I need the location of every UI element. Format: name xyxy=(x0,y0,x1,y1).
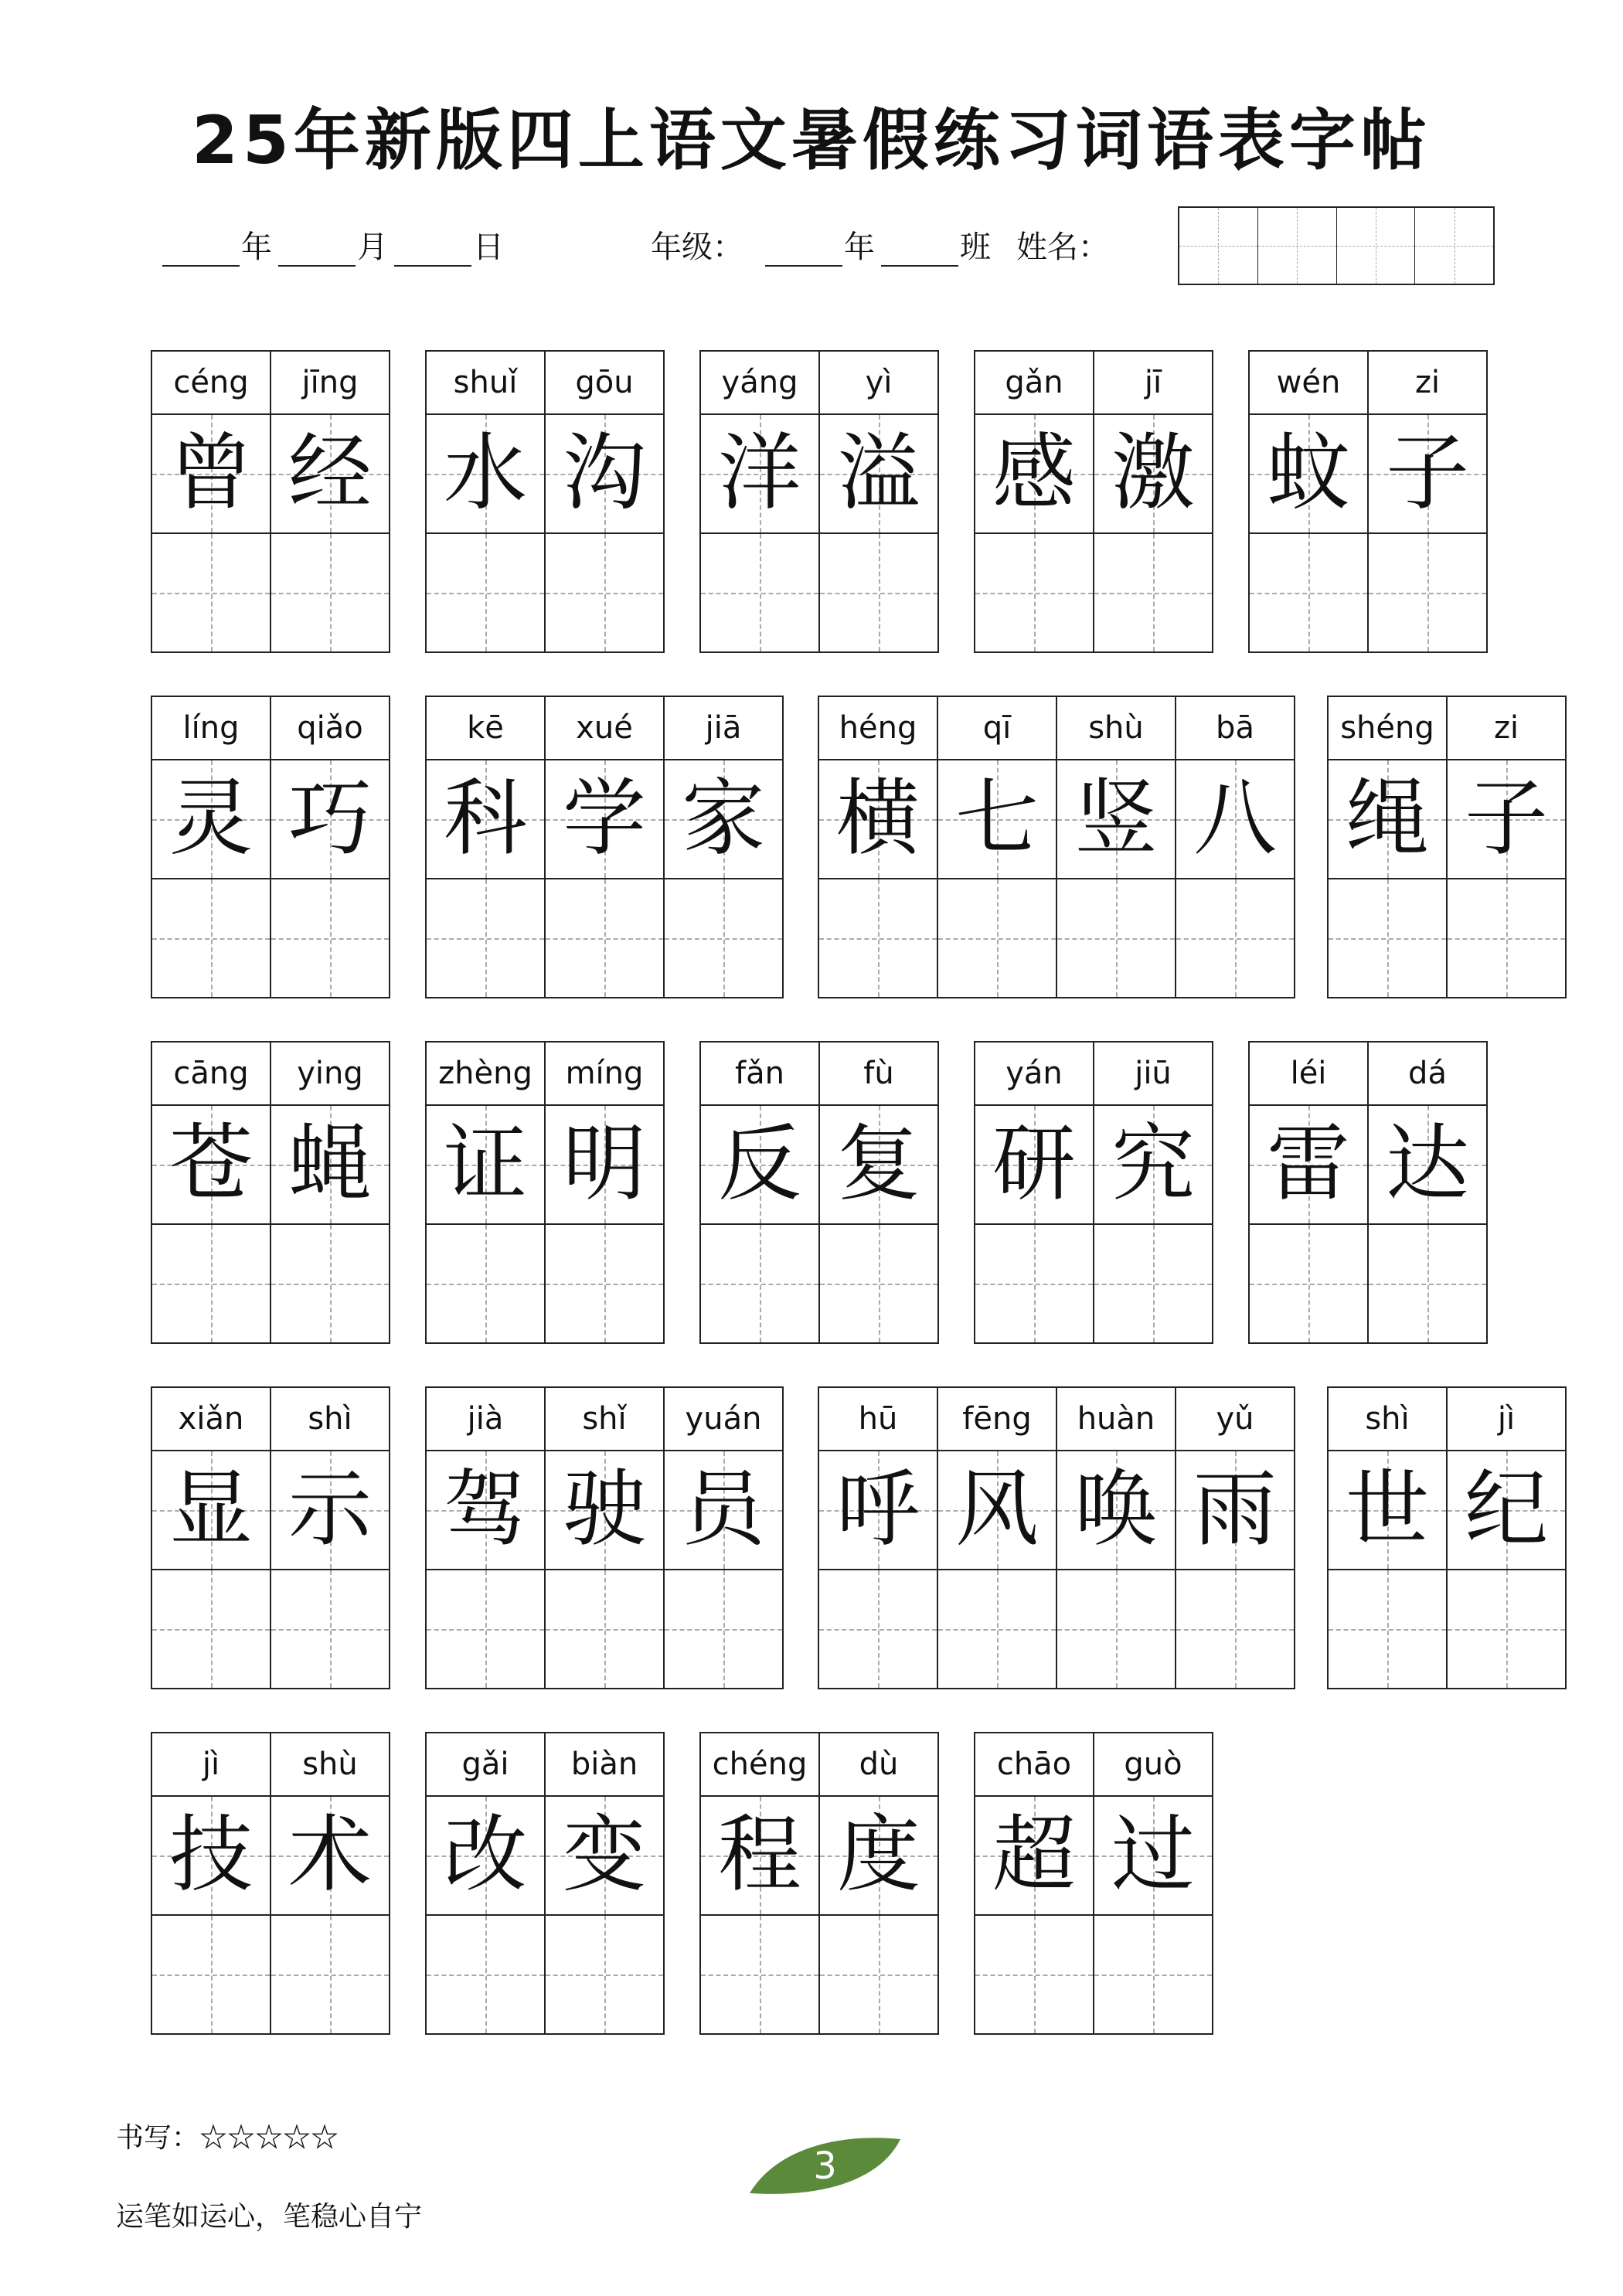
practice-cell[interactable] xyxy=(152,534,270,651)
char-column xyxy=(544,1388,663,1688)
pinyin-label: jì xyxy=(152,1733,270,1797)
model-character: 七 xyxy=(954,770,1039,867)
year-blank[interactable] xyxy=(162,265,240,267)
word-group xyxy=(425,1732,665,2035)
model-char-cell xyxy=(1094,415,1212,534)
char-column xyxy=(975,352,1093,651)
practice-cell[interactable] xyxy=(701,1225,818,1342)
writing-rating: 书写：☆☆☆☆☆ xyxy=(116,2122,339,2154)
model-char-cell xyxy=(1250,415,1367,534)
pinyin-label: fǎn xyxy=(701,1043,818,1106)
char-column xyxy=(544,352,663,651)
model-char-cell xyxy=(152,760,270,879)
char-column xyxy=(427,1043,544,1342)
pinyin-label: hū xyxy=(819,1388,937,1451)
model-character: 蚊 xyxy=(1266,425,1350,522)
char-column xyxy=(1446,1388,1565,1688)
word-group xyxy=(974,1041,1213,1344)
char-column xyxy=(1093,1043,1212,1342)
pinyin-label: céng xyxy=(152,352,270,415)
char-column xyxy=(663,697,782,997)
model-char-cell xyxy=(271,1797,389,1916)
model-character: 家 xyxy=(681,770,765,867)
char-column xyxy=(818,1733,937,2033)
model-char-cell xyxy=(1094,1106,1212,1225)
word-group xyxy=(151,350,390,653)
model-character: 驶 xyxy=(562,1461,646,1558)
char-column xyxy=(270,352,389,651)
char-column xyxy=(819,1388,937,1688)
pinyin-label: bā xyxy=(1176,697,1294,760)
pinyin-label: shì xyxy=(271,1388,389,1451)
model-char-cell xyxy=(1329,1451,1446,1570)
char-column xyxy=(427,1733,544,2033)
char-column xyxy=(152,1388,270,1688)
model-character: 溢 xyxy=(836,425,920,522)
model-char-cell xyxy=(938,760,1056,879)
model-char-cell xyxy=(427,1451,544,1570)
practice-cell[interactable] xyxy=(1250,1225,1367,1342)
model-char-cell xyxy=(938,1451,1056,1570)
model-char-cell xyxy=(1094,1797,1212,1916)
model-char-cell xyxy=(152,1451,270,1570)
model-character: 绳 xyxy=(1345,770,1429,867)
class-suffix: 班 xyxy=(960,230,991,265)
model-character: 达 xyxy=(1385,1116,1469,1213)
pinyin-label: míng xyxy=(546,1043,663,1106)
practice-cell[interactable] xyxy=(975,534,1093,651)
model-char-cell xyxy=(1057,1451,1175,1570)
pinyin-label: dá xyxy=(1369,1043,1486,1106)
practice-cell[interactable] xyxy=(1369,534,1486,651)
char-column xyxy=(1250,1043,1367,1342)
model-char-cell xyxy=(1448,1451,1565,1570)
pinyin-label: shéng xyxy=(1329,697,1446,760)
char-column xyxy=(819,697,937,997)
model-character: 明 xyxy=(562,1116,646,1213)
pinyin-label: shì xyxy=(1329,1388,1446,1451)
practice-cell[interactable] xyxy=(427,1225,544,1342)
model-character: 究 xyxy=(1111,1116,1195,1213)
practice-cell[interactable] xyxy=(1329,879,1446,997)
model-char-cell xyxy=(1176,1451,1294,1570)
practice-cell[interactable] xyxy=(546,1916,663,2033)
pinyin-label: xué xyxy=(546,697,663,760)
model-character: 苍 xyxy=(168,1116,253,1213)
word-group xyxy=(974,350,1213,653)
practice-cell[interactable] xyxy=(1094,1916,1212,2033)
model-character: 技 xyxy=(168,1807,253,1903)
model-character: 复 xyxy=(836,1116,920,1213)
grade-blank[interactable] xyxy=(765,265,842,267)
grade-suffix: 年 xyxy=(844,230,875,265)
char-column xyxy=(1367,352,1486,651)
practice-cell[interactable] xyxy=(701,1916,818,2033)
word-group xyxy=(1327,1386,1567,1689)
practice-cell[interactable] xyxy=(152,1225,270,1342)
model-character: 子 xyxy=(1464,770,1548,867)
model-char-cell xyxy=(427,415,544,534)
pinyin-label: yuán xyxy=(665,1388,782,1451)
pinyin-label: gǎn xyxy=(975,352,1093,415)
model-char-cell xyxy=(820,1797,937,1916)
practice-cell[interactable] xyxy=(820,1916,937,2033)
pinyin-label: ying xyxy=(271,1043,389,1106)
pinyin-label: qiǎo xyxy=(271,697,389,760)
model-character: 度 xyxy=(836,1807,920,1903)
pinyin-label: fēng xyxy=(938,1388,1056,1451)
model-character: 巧 xyxy=(288,770,372,867)
model-character: 证 xyxy=(443,1116,527,1213)
pinyin-label: jīng xyxy=(271,352,389,415)
name-label: 姓名： xyxy=(1016,230,1109,265)
pinyin-label: gǎi xyxy=(427,1733,544,1797)
practice-cell[interactable] xyxy=(427,534,544,651)
pinyin-label: shǐ xyxy=(546,1388,663,1451)
practice-cell[interactable] xyxy=(1369,1225,1486,1342)
model-char-cell xyxy=(1176,760,1294,879)
char-column xyxy=(701,1043,818,1342)
name-cell[interactable] xyxy=(1336,208,1415,284)
practice-cell[interactable] xyxy=(271,1570,389,1688)
month-blank[interactable] xyxy=(278,265,356,267)
practice-cell[interactable] xyxy=(546,879,663,997)
pinyin-label: kē xyxy=(427,697,544,760)
word-group xyxy=(425,696,784,998)
model-char-cell xyxy=(1057,760,1175,879)
page-title: 25年新版四上语文暑假练习词语表字帖 xyxy=(192,102,1431,179)
pinyin-label: biàn xyxy=(546,1733,663,1797)
char-column xyxy=(1250,352,1367,651)
practice-cell[interactable] xyxy=(1329,1570,1446,1688)
char-column xyxy=(544,1043,663,1342)
word-group xyxy=(699,1041,939,1344)
model-character: 示 xyxy=(288,1461,372,1558)
char-column xyxy=(818,1043,937,1342)
word-group xyxy=(151,1041,390,1344)
practice-cell[interactable] xyxy=(427,1570,544,1688)
model-char-cell xyxy=(271,1451,389,1570)
model-character: 科 xyxy=(443,770,527,867)
char-column xyxy=(1367,1043,1486,1342)
model-character: 改 xyxy=(443,1807,527,1903)
char-column xyxy=(701,352,818,651)
model-char-cell xyxy=(152,1797,270,1916)
model-char-cell xyxy=(975,1106,1093,1225)
char-column xyxy=(1093,352,1212,651)
page-number: 3 xyxy=(813,2144,837,2188)
practice-cell[interactable] xyxy=(152,879,270,997)
char-column xyxy=(152,1043,270,1342)
model-char-cell xyxy=(546,415,663,534)
pinyin-label: zi xyxy=(1448,697,1565,760)
model-character: 激 xyxy=(1111,425,1195,522)
practice-cell[interactable] xyxy=(938,1570,1056,1688)
pinyin-label: chéng xyxy=(701,1733,818,1797)
practice-cell[interactable] xyxy=(820,1225,937,1342)
model-character: 变 xyxy=(562,1807,646,1903)
pinyin-label: fù xyxy=(820,1043,937,1106)
pinyin-label: yán xyxy=(975,1043,1093,1106)
pinyin-label: xiǎn xyxy=(152,1388,270,1451)
pinyin-label: guò xyxy=(1094,1733,1212,1797)
model-character: 程 xyxy=(717,1807,801,1903)
model-character: 显 xyxy=(168,1461,253,1558)
model-character: 曾 xyxy=(168,425,253,522)
model-char-cell xyxy=(546,1797,663,1916)
model-char-cell xyxy=(271,1106,389,1225)
model-character: 水 xyxy=(443,425,527,522)
practice-cell[interactable] xyxy=(271,879,389,997)
pinyin-label: huàn xyxy=(1057,1388,1175,1451)
practice-cell[interactable] xyxy=(546,534,663,651)
model-character: 驾 xyxy=(443,1461,527,1558)
char-column xyxy=(427,352,544,651)
model-character: 沟 xyxy=(562,425,646,522)
pinyin-label: jī xyxy=(1094,352,1212,415)
model-char-cell xyxy=(1329,760,1446,879)
model-char-cell xyxy=(427,1797,544,1916)
pinyin-label: yì xyxy=(820,352,937,415)
char-column xyxy=(544,697,663,997)
practice-cell[interactable] xyxy=(152,1916,270,2033)
model-character: 员 xyxy=(681,1461,765,1558)
pinyin-label: chāo xyxy=(975,1733,1093,1797)
practice-cell[interactable] xyxy=(1094,534,1212,651)
model-char-cell xyxy=(701,415,818,534)
model-character: 横 xyxy=(835,770,920,867)
char-column xyxy=(270,1733,389,2033)
char-column xyxy=(663,1388,782,1688)
model-char-cell xyxy=(427,1106,544,1225)
model-character: 风 xyxy=(954,1461,1039,1558)
practice-cell[interactable] xyxy=(546,1225,663,1342)
word-group xyxy=(699,1732,939,2035)
class-blank[interactable] xyxy=(881,265,958,267)
pinyin-label: yǔ xyxy=(1176,1388,1294,1451)
model-character: 学 xyxy=(562,770,646,867)
pinyin-label: jiā xyxy=(665,697,782,760)
word-group xyxy=(1248,1041,1488,1344)
char-column xyxy=(1446,697,1565,997)
char-column xyxy=(152,352,270,651)
word-group xyxy=(974,1732,1213,2035)
model-character: 唤 xyxy=(1073,1461,1158,1558)
model-char-cell xyxy=(152,415,270,534)
practice-cell[interactable] xyxy=(665,1570,782,1688)
practice-cell[interactable] xyxy=(1176,879,1294,997)
practice-cell[interactable] xyxy=(701,534,818,651)
word-group xyxy=(425,350,665,653)
practice-cell[interactable] xyxy=(975,1916,1093,2033)
practice-cell[interactable] xyxy=(1448,879,1565,997)
char-column xyxy=(427,1388,544,1688)
name-cell[interactable] xyxy=(1414,208,1493,284)
practice-cell[interactable] xyxy=(938,879,1056,997)
pinyin-label: dù xyxy=(820,1733,937,1797)
model-character: 灵 xyxy=(168,770,253,867)
month-label: 月 xyxy=(357,230,388,265)
model-character: 反 xyxy=(717,1116,801,1213)
model-char-cell xyxy=(701,1106,818,1225)
practice-cell[interactable] xyxy=(1057,1570,1175,1688)
name-cell[interactable] xyxy=(1179,208,1257,284)
word-group xyxy=(151,1732,390,2035)
char-column xyxy=(975,1043,1093,1342)
char-column xyxy=(1056,697,1175,997)
word-group xyxy=(151,696,390,998)
model-character: 八 xyxy=(1193,770,1277,867)
char-column xyxy=(1056,1388,1175,1688)
char-column xyxy=(270,1043,389,1342)
char-column xyxy=(1175,697,1294,997)
model-character: 子 xyxy=(1385,425,1469,522)
model-character: 过 xyxy=(1111,1807,1195,1903)
model-char-cell xyxy=(1369,415,1486,534)
practice-cell[interactable] xyxy=(427,879,544,997)
practice-cell[interactable] xyxy=(1094,1225,1212,1342)
practice-cell[interactable] xyxy=(820,534,937,651)
word-group xyxy=(1327,696,1567,998)
pinyin-label: cāng xyxy=(152,1043,270,1106)
model-character: 研 xyxy=(992,1116,1076,1213)
practice-cell[interactable] xyxy=(271,1916,389,2033)
pinyin-label: héng xyxy=(819,697,937,760)
practice-cell[interactable] xyxy=(1057,879,1175,997)
pinyin-label: shù xyxy=(1057,697,1175,760)
char-column xyxy=(152,1733,270,2033)
grade-label: 年级： xyxy=(651,230,743,265)
model-character: 纪 xyxy=(1464,1461,1548,1558)
practice-cell[interactable] xyxy=(546,1570,663,1688)
word-group xyxy=(425,1041,665,1344)
model-char-cell xyxy=(1448,760,1565,879)
char-column xyxy=(544,1733,663,2033)
practice-cell[interactable] xyxy=(152,1570,270,1688)
word-group xyxy=(1248,350,1488,653)
char-column xyxy=(270,1388,389,1688)
model-char-cell xyxy=(546,1106,663,1225)
model-character: 世 xyxy=(1345,1461,1429,1558)
char-column xyxy=(1329,1388,1446,1688)
pinyin-label: zi xyxy=(1369,352,1486,415)
practice-cell[interactable] xyxy=(665,879,782,997)
practice-cell[interactable] xyxy=(819,879,937,997)
pinyin-label: léi xyxy=(1250,1043,1367,1106)
model-character: 洋 xyxy=(717,425,801,522)
model-char-cell xyxy=(1250,1106,1367,1225)
model-character: 感 xyxy=(992,425,1076,522)
model-char-cell xyxy=(665,760,782,879)
model-char-cell xyxy=(975,1797,1093,1916)
model-char-cell xyxy=(546,760,663,879)
model-character: 呼 xyxy=(835,1461,920,1558)
char-column xyxy=(975,1733,1093,2033)
word-group xyxy=(818,696,1295,998)
char-column xyxy=(818,352,937,651)
pinyin-label: wén xyxy=(1250,352,1367,415)
model-char-cell xyxy=(152,1106,270,1225)
year-label: 年 xyxy=(241,230,272,265)
char-column xyxy=(701,1733,818,2033)
char-column xyxy=(937,697,1056,997)
pinyin-label: jià xyxy=(427,1388,544,1451)
model-char-cell xyxy=(975,415,1093,534)
day-blank[interactable] xyxy=(394,265,471,267)
model-character: 竖 xyxy=(1073,770,1158,867)
model-char-cell xyxy=(427,760,544,879)
day-label: 日 xyxy=(473,230,504,265)
pinyin-label: líng xyxy=(152,697,270,760)
practice-cell[interactable] xyxy=(271,1225,389,1342)
name-cell[interactable] xyxy=(1257,208,1336,284)
model-character: 经 xyxy=(288,425,372,522)
pinyin-label: zhèng xyxy=(427,1043,544,1106)
model-character: 术 xyxy=(288,1807,372,1903)
word-group xyxy=(151,1386,390,1689)
model-character: 雷 xyxy=(1266,1116,1350,1213)
char-column xyxy=(1175,1388,1294,1688)
motto: 运笔如运心，笔稳心自宁 xyxy=(116,2201,423,2233)
practice-cell[interactable] xyxy=(1176,1570,1294,1688)
model-character: 雨 xyxy=(1193,1461,1277,1558)
pinyin-label: shù xyxy=(271,1733,389,1797)
pinyin-label: gōu xyxy=(546,352,663,415)
model-char-cell xyxy=(820,1106,937,1225)
model-char-cell xyxy=(820,415,937,534)
model-char-cell xyxy=(819,760,937,879)
model-char-cell xyxy=(1369,1106,1486,1225)
pinyin-label: yáng xyxy=(701,352,818,415)
pinyin-label: qī xyxy=(938,697,1056,760)
practice-cell[interactable] xyxy=(427,1916,544,2033)
practice-cell[interactable] xyxy=(1448,1570,1565,1688)
model-char-cell xyxy=(271,760,389,879)
word-group xyxy=(699,350,939,653)
word-group xyxy=(818,1386,1295,1689)
model-character: 蝇 xyxy=(288,1116,372,1213)
char-column xyxy=(270,697,389,997)
word-group xyxy=(425,1386,784,1689)
model-char-cell xyxy=(546,1451,663,1570)
model-char-cell xyxy=(819,1451,937,1570)
pinyin-label: jì xyxy=(1448,1388,1565,1451)
pinyin-label: jiū xyxy=(1094,1043,1212,1106)
practice-cell[interactable] xyxy=(1250,534,1367,651)
model-char-cell xyxy=(271,415,389,534)
model-char-cell xyxy=(665,1451,782,1570)
practice-cell[interactable] xyxy=(271,534,389,651)
pinyin-label: shuǐ xyxy=(427,352,544,415)
char-column xyxy=(1329,697,1446,997)
char-column xyxy=(1093,1733,1212,2033)
model-char-cell xyxy=(701,1797,818,1916)
char-column xyxy=(937,1388,1056,1688)
practice-cell[interactable] xyxy=(819,1570,937,1688)
char-column xyxy=(152,697,270,997)
name-writing-box[interactable] xyxy=(1178,206,1495,285)
model-character: 超 xyxy=(992,1807,1076,1903)
char-column xyxy=(427,697,544,997)
practice-cell[interactable] xyxy=(975,1225,1093,1342)
